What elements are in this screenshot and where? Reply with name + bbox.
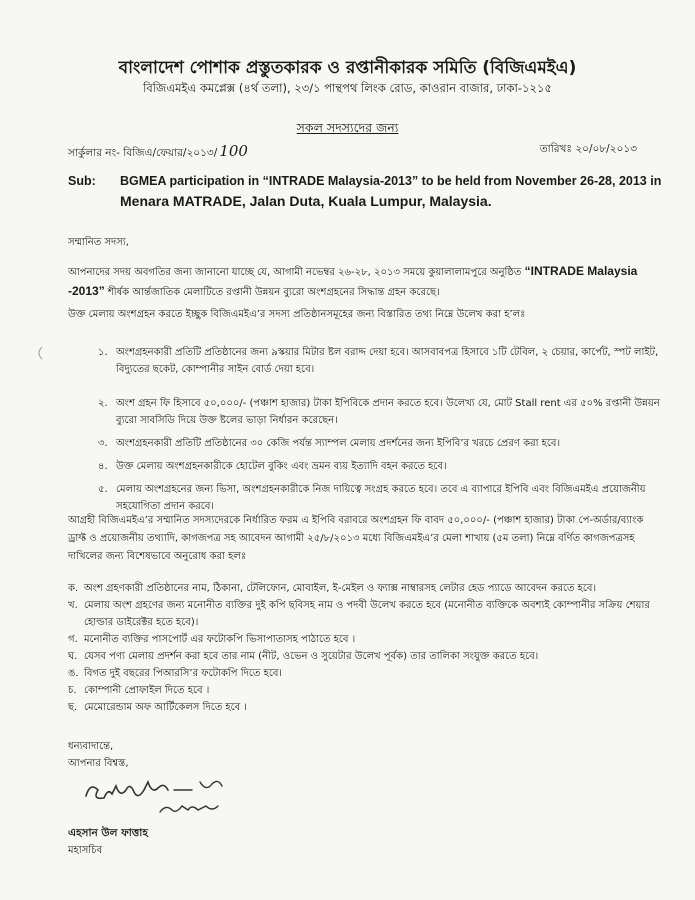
subject-text-line1: BGMEA participation in “INTRADE Malaysia-2013” to be held from November 26-28, 2013 in <box>120 174 662 188</box>
circular-reference <box>68 142 248 163</box>
list-item <box>68 435 663 452</box>
list-item <box>68 344 663 378</box>
subject-label: Sub: <box>68 174 96 188</box>
list-item-text: মেলায় অংশগ্রহনের জন্য ভিসা, অংশগ্রহনকারীকে নিজ দায়িত্বে সংগ্রহ করতে হবে। তবে এ ব্যাপারে ইপিবি এবং বিজিএমইএ প্রয়োজনীয় সহযোগিতা প্রদান করবে। <box>116 484 646 512</box>
closing-yours: আপনার বিশ্বস্ত, <box>68 758 129 769</box>
list-item-number: ৫. <box>98 484 108 495</box>
subject-line <box>68 172 668 209</box>
list-item <box>68 580 663 597</box>
list-item-letter: ঙ. <box>68 668 79 679</box>
list-item <box>68 699 663 716</box>
list-item-letter: চ. <box>68 685 77 696</box>
list-item-text: মেমোরেন্ডাম অফ আর্টিকেলস দিতে হবে । <box>84 702 247 713</box>
required-documents-list <box>68 580 663 716</box>
list-item <box>68 395 663 429</box>
list-item-number: ২. <box>98 398 108 409</box>
list-item-letter: গ. <box>68 634 78 645</box>
list-item-number: ৪. <box>98 461 108 472</box>
signatory-title: মহাসচিব <box>68 845 103 856</box>
list-item <box>68 648 663 665</box>
list-item-letter: ছ. <box>68 702 78 713</box>
audience-heading: সকল সদস্যদের জন্য <box>296 120 399 135</box>
list-item <box>68 665 663 682</box>
list-item-text: অংশ গ্রহন ফি হিসাবে ৫০,০০০/- (পঞ্চাশ হাজার) টাকা ইপিবিকে প্রদান করতে হবে। উলেখ্য যে, মোট Stall rent এর ৫০% রপ্তানী উন্নয়ন ব্যুরো সাবসিডি দিয়ে উক্ত ষ্টলের ভাড়া নির্ধারন করেছেন। <box>116 398 660 426</box>
intro-paragraph <box>68 262 658 302</box>
list-item-text: বিগত দুই বছরের পিআরসি’র ফটোকপি দিতে হবে। <box>84 668 282 679</box>
organization-name: বাংলাদেশ পোশাক প্রস্তুতকারক ও রপ্তানীকারক সমিতি (বিজিএমইএ) <box>118 58 577 78</box>
circular-number: 100 <box>219 142 248 160</box>
list-item-number: ১. <box>98 347 108 358</box>
list-item-letter: ঘ. <box>68 651 78 662</box>
application-request-paragraph: আগ্রহী বিজিএমইএ’র সম্মানিত সদস্যদেরকে নির্ধারিত ফরম এ ইপিবি বরাবরে অংশগ্রহন ফি বাবদ ৫০,০০০/- (পঞ্চাশ হাজার) টাকা পে-অর্ডার/ব্যাংক ড্রাফ্ট ও প্রয়োজনীয় তথ্যাদি, কাগজপত্র সহ আবেদন আগামী ২৫/৮/২০১৩ মধ্যে বিজিএমইএ’র মেলা শাখায় (৫ম তলা) নিম্নে বর্ণিত কাগজপত্রসহ দাখিলের জন্য বিশেষভাবে অনুরোধ করা হলঃ <box>68 515 644 562</box>
list-item-text: মেলায় অংশ গ্রহণের জন্য মনোনীত ব্যক্তির দুই কপি ছবিসহ নাম ও পদবী উলেখ করতে হবে (মনোনীত ব্যক্তিকে অবশ্যই কোম্পানীর সক্রিয় শেয়ার হোল্ডার ডাইরেক্টর হতে হবে)। <box>84 600 650 628</box>
signatory-name: এহসান উল ফাত্তাহ <box>68 827 148 839</box>
list-item-text: যেসব পণ্য মেলায় প্রদর্শন করা হবে তার নাম (নীট, ওভেন ও সুয়েটার উলেখ পূর্বক) তার তালিকা সংযুক্ত করতে হবে। <box>84 651 539 662</box>
list-item <box>68 481 663 515</box>
salutation: সম্মানিত সদস্য, <box>68 237 129 248</box>
numbered-details-list <box>68 344 663 515</box>
list-item-letter: খ. <box>68 600 78 611</box>
list-item-text: অংশগ্রহনকারী প্রতিটি প্রতিষ্ঠানের জন্য ৯স্কয়ার মিটার ষ্টল বরাদ্দ দেয়া হবে। আসবাবপত্র হিসাবে ১টি টেবিল, ২ চেয়ার, কার্পেট, স্পট লাইট, বিদ্যুতের ছকেট, কোম্পানীর সাইন বোর্ড দেয়া হবে। <box>116 347 659 375</box>
event-name: “INTRADE Malaysia -2013” <box>68 264 638 298</box>
list-item <box>68 682 663 699</box>
list-item <box>68 458 663 475</box>
margin-bracket-mark <box>35 345 43 359</box>
subject-text-line2: Menara MATRADE, Jalan Duta, Kuala Lumpur, Malaysia. <box>120 193 492 209</box>
closing-block <box>68 738 129 772</box>
circular-label: সার্কুলার নং- বিজিএ/ফেয়ার/২০১৩/ <box>68 147 218 159</box>
list-item-text: অংশ গ্রহণকারী প্রতিষ্ঠানের নাম, ঠিকানা, টেলিফোন, মোবাইল, ই-মেইল ও ফ্যাক্স নাম্বারসহ লেটার হেড প্যাডে আবেদন করতে হবে। <box>84 583 597 594</box>
circular-date: তারিখঃ ২০/০৮/২০১৩ <box>539 143 637 155</box>
list-item-text: মনোনীত ব্যক্তির পাসপোর্ট এর ফটোকপি ভিসাপাতাসহ পাঠাতে হবে । <box>84 634 356 645</box>
closing-thanks: ধন্যবাদান্তে, <box>68 741 114 752</box>
list-item-text: উক্ত মেলায় অংশগ্রহনকারীকে হোটেল বুকিং এবং ভ্রমন ব্যয় ইত্যাদি বহন করতে হবে। <box>116 461 447 472</box>
details-lead: উক্ত মেলায় অংশগ্রহন করতে ইচ্ছুক বিজিএমইএ’র সদস্য প্রতিষ্ঠানসমূহের জন্য বিস্তারিত তথ্য নিম্নে উলেখ করা হ’লঃ <box>68 309 526 320</box>
list-item <box>68 631 663 648</box>
list-item-text: অংশগ্রহনকারী প্রতিটি প্রতিষ্ঠানের ৩০ কেজি পর্যন্ত স্যাম্পল মেলায় প্রদর্শনের জন্য ইপিবি’র খরচে প্রেরণ করা হবে। <box>116 438 561 449</box>
intro-text-b: শীর্ষক আর্ন্তজাতিক মেলাটিতে রপ্তানী উন্নয়ন ব্যুরো অংশগ্রহনের সিদ্ধান্ত গ্রহন করেছে। <box>104 287 440 298</box>
intro-text-a: আপনাদের সদয় অবগতির জন্য জানানো যাচ্ছে যে, আগামী নভেম্বর ২৬-২৮, ২০১৩ সময়ে কুয়ালালামপুরে অনুষ্ঠিত <box>68 267 525 278</box>
organization-address: বিজিএমইএ কমপ্লেক্স (৪র্থ তলা), ২৩/১ পান্থপথ লিংক রোড, কাওরান বাজার, ঢাকা-১২১৫ <box>143 81 552 95</box>
list-item <box>68 597 663 631</box>
list-item-letter: ক. <box>68 583 79 594</box>
list-item-text: কোম্পানী প্রোফাইল দিতে হবে । <box>84 685 210 696</box>
handwritten-signature <box>82 768 272 818</box>
list-item-number: ৩. <box>98 438 108 449</box>
